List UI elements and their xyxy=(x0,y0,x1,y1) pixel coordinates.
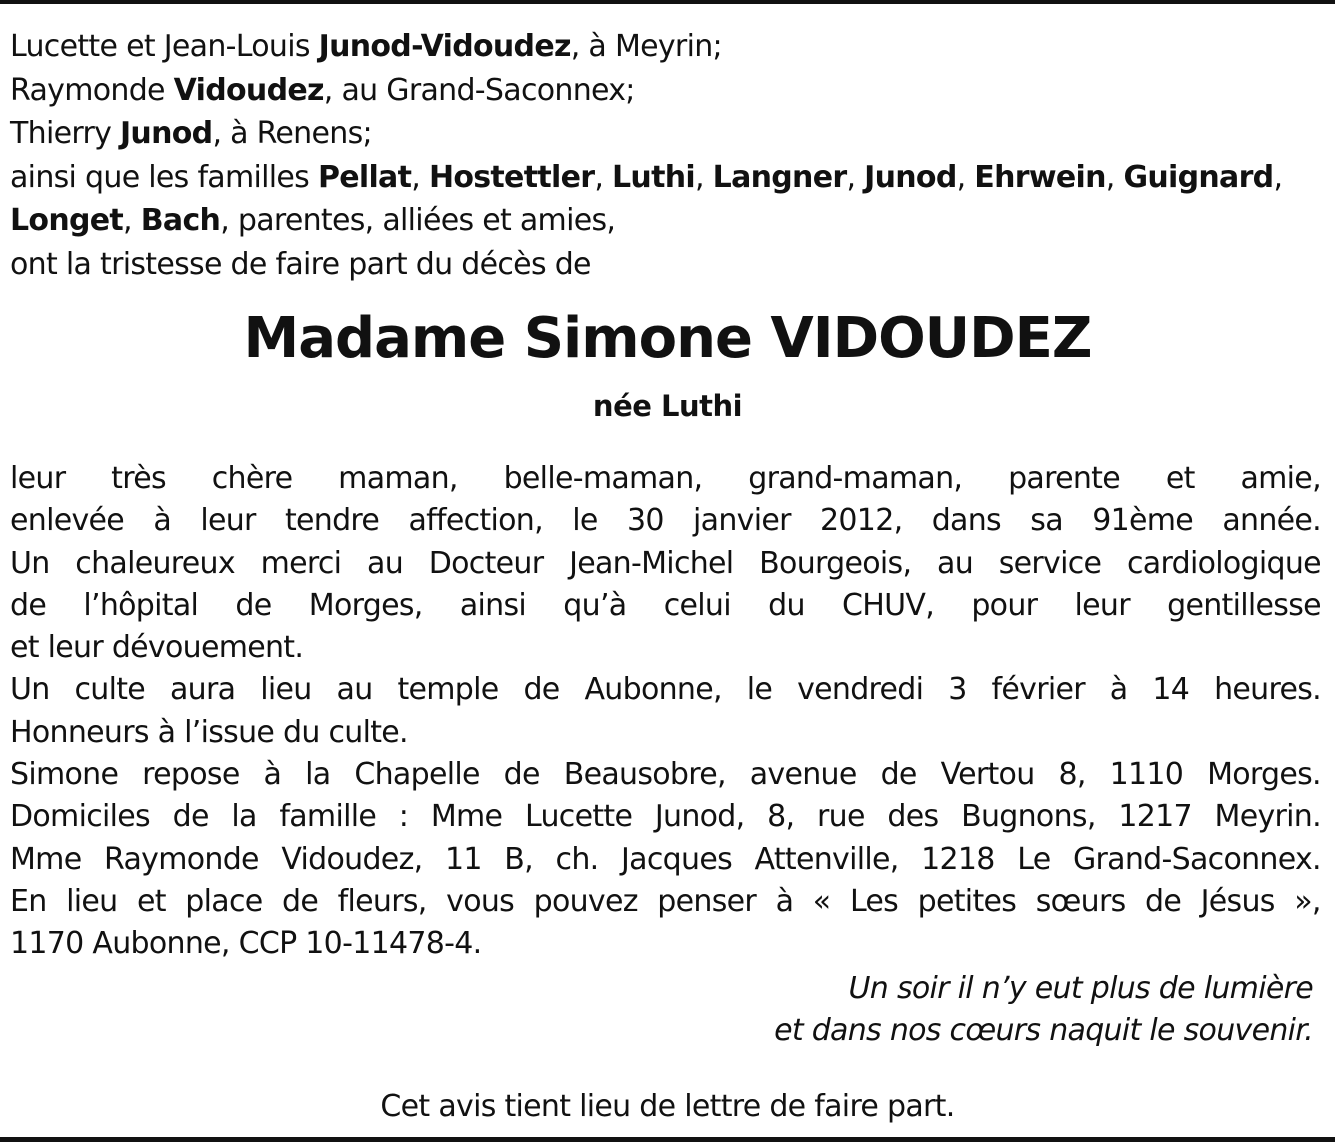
body-line: Honneurs à l’issue du culte. xyxy=(10,714,408,750)
family-list xyxy=(10,25,1325,286)
word: de xyxy=(880,757,917,793)
word: leur xyxy=(10,461,66,496)
family-line-4 xyxy=(10,156,1325,200)
word: Grand-Saconnex. xyxy=(1073,841,1321,877)
epitaph-line-1: Un soir il n’y eut plus de lumière xyxy=(848,971,1313,1006)
family-name: Junod-Vidoudez xyxy=(318,29,571,64)
word: Chapelle xyxy=(354,757,480,793)
word: culte xyxy=(74,672,146,708)
top-rule xyxy=(0,0,1335,4)
word: année. xyxy=(1222,503,1321,539)
family-name: Guignard xyxy=(1123,159,1274,195)
word: de xyxy=(503,757,540,793)
word: petites xyxy=(917,883,1017,919)
word: au xyxy=(367,545,404,581)
word: le xyxy=(572,503,598,539)
word: des xyxy=(887,799,939,835)
word: dans xyxy=(931,503,1001,539)
word: 1217 xyxy=(1118,799,1192,835)
word: très xyxy=(111,461,166,496)
word: B, xyxy=(504,841,534,877)
family-line-6: ont la tristesse de faire part du décès de xyxy=(10,246,591,282)
word: Jacques xyxy=(621,841,733,877)
separator: , xyxy=(956,159,975,195)
epitaph xyxy=(774,968,1313,1052)
word: ch. xyxy=(555,841,599,877)
word: de xyxy=(282,883,319,919)
word: service xyxy=(998,545,1102,581)
maiden-name: née Luthi xyxy=(592,389,743,423)
notice-body xyxy=(10,458,1321,966)
separator: , xyxy=(123,203,141,238)
word: la xyxy=(231,799,257,835)
family-name: Vidoudez xyxy=(173,72,324,108)
word: qu’à xyxy=(563,587,627,623)
body-line xyxy=(10,754,1321,796)
word: Morges. xyxy=(1207,757,1321,793)
body-line xyxy=(10,839,1321,881)
word: de xyxy=(10,587,47,623)
word: Junod, xyxy=(654,799,745,835)
word: lieu xyxy=(260,672,312,708)
word: février xyxy=(991,672,1085,708)
separator: , xyxy=(694,159,713,195)
text: ainsi que les familles xyxy=(10,159,318,195)
word: ainsi xyxy=(459,587,527,623)
word: à xyxy=(775,883,794,919)
separator: , xyxy=(846,159,865,195)
word: penser xyxy=(657,883,757,919)
word: leur xyxy=(200,503,256,539)
word: temple xyxy=(397,672,499,708)
text: , parentes, alliées et amies, xyxy=(220,203,616,238)
word: Docteur xyxy=(428,545,544,581)
footer-note: Cet avis tient lieu de lettre de faire part. xyxy=(380,1089,955,1124)
deceased-name: Madame Simone VIDOUDEZ xyxy=(243,306,1092,371)
word: Jésus xyxy=(1200,883,1275,919)
separator: , xyxy=(1105,159,1124,195)
word: 14 xyxy=(1152,672,1190,708)
word: avenue xyxy=(749,757,857,793)
body-line xyxy=(10,500,1321,542)
word: fleurs, xyxy=(337,883,427,919)
word: famille xyxy=(279,799,377,835)
word: pouvez xyxy=(533,883,638,919)
word: Mme xyxy=(10,841,82,877)
word: Mme xyxy=(430,799,503,835)
text: , à Renens; xyxy=(212,116,372,151)
text: , à Meyrin; xyxy=(570,29,722,64)
word: de xyxy=(523,672,560,708)
word: grand-maman, xyxy=(748,461,963,496)
word: Raymonde xyxy=(104,841,259,877)
epitaph-line-2: et dans nos cœurs naquit le souvenir. xyxy=(774,1013,1313,1048)
word: Jean-Michel xyxy=(569,545,734,581)
word: lieu xyxy=(66,883,118,919)
word: affection, xyxy=(408,503,543,539)
word: place xyxy=(185,883,263,919)
word: 3 xyxy=(948,672,967,708)
word: Le xyxy=(1017,841,1051,877)
body-line xyxy=(10,881,1321,923)
word: et xyxy=(1165,461,1195,496)
word: du xyxy=(768,587,805,623)
word: Aubonne, xyxy=(584,672,722,708)
word: au xyxy=(336,672,373,708)
body-line: et leur dévouement. xyxy=(10,630,304,666)
word: 8, xyxy=(1058,757,1086,793)
word: 30 xyxy=(626,503,664,539)
word: et xyxy=(136,883,166,919)
word: Morges, xyxy=(308,587,423,623)
word: Vertou xyxy=(940,757,1035,793)
family-name: Luthi xyxy=(612,159,695,195)
body-line xyxy=(10,669,1321,711)
word: Simone xyxy=(10,757,119,793)
word: Vidoudez, xyxy=(281,841,423,877)
word: gentillesse xyxy=(1167,587,1321,623)
word: heures. xyxy=(1214,672,1321,708)
word: de xyxy=(1145,883,1182,919)
word: à xyxy=(263,757,282,793)
text: , au Grand-Saconnex; xyxy=(323,72,635,108)
word: la xyxy=(305,757,331,793)
family-name: Junod xyxy=(864,159,957,195)
word: de xyxy=(235,587,272,623)
word: 1110 xyxy=(1109,757,1184,793)
word: », xyxy=(1294,883,1321,919)
word: sa xyxy=(1030,503,1063,539)
word: tendre xyxy=(284,503,380,539)
family-name: Bach xyxy=(140,203,221,238)
word: vous xyxy=(446,883,515,919)
family-line-3 xyxy=(10,112,1325,156)
word: l’hôpital xyxy=(83,587,199,623)
word: cardiologique xyxy=(1127,545,1321,581)
separator: , xyxy=(594,159,612,195)
word: celui xyxy=(663,587,731,623)
text: Thierry xyxy=(10,116,120,151)
word: 1218 xyxy=(921,841,995,877)
family-line-2 xyxy=(10,69,1325,113)
word: Les xyxy=(849,883,899,919)
word: leur xyxy=(1074,587,1130,623)
word: maman, xyxy=(338,461,458,496)
word: janvier xyxy=(693,503,791,539)
word: 11 xyxy=(444,841,482,877)
word: amie, xyxy=(1240,461,1321,496)
word: au xyxy=(937,545,974,581)
bottom-rule xyxy=(0,1137,1335,1142)
word: 2012, xyxy=(820,503,903,539)
word: merci xyxy=(260,545,342,581)
word: le xyxy=(746,672,773,708)
family-name: Langner xyxy=(712,159,847,195)
word: Un xyxy=(10,672,50,708)
word: Lucette xyxy=(524,799,633,835)
text: Raymonde xyxy=(10,72,174,108)
body-line xyxy=(10,585,1321,627)
word: : xyxy=(398,799,409,835)
word: vendredi xyxy=(797,672,924,708)
word: Beausobre, xyxy=(563,757,726,793)
word: chère xyxy=(211,461,293,496)
family-name: Junod xyxy=(119,116,213,151)
word: à xyxy=(1109,672,1128,708)
word: Un xyxy=(10,545,50,581)
word: sœurs xyxy=(1035,883,1126,919)
word: En xyxy=(10,883,47,919)
body-line xyxy=(10,458,1321,500)
word: « xyxy=(812,883,831,919)
body-line xyxy=(10,796,1321,838)
word: pour xyxy=(971,587,1038,623)
word: belle-maman, xyxy=(503,461,703,496)
word: 8, xyxy=(767,799,795,835)
word: repose xyxy=(142,757,240,793)
family-name: Hostettler xyxy=(428,159,595,195)
body-line xyxy=(10,543,1321,585)
word: à xyxy=(153,503,172,539)
family-name: Longet xyxy=(10,203,124,238)
word: Meyrin. xyxy=(1214,799,1321,835)
word: chaleureux xyxy=(75,545,235,581)
word: aura xyxy=(170,672,236,708)
word: parente xyxy=(1008,461,1120,496)
separator: , xyxy=(1273,159,1283,195)
family-name: Pellat xyxy=(317,159,412,195)
word: rue xyxy=(817,799,865,835)
word: de xyxy=(172,799,209,835)
family-line-5 xyxy=(10,199,1325,243)
word: Attenville, xyxy=(754,841,899,877)
family-line-1 xyxy=(10,25,1325,69)
family-name: Ehrwein xyxy=(974,159,1106,195)
word: enlevée xyxy=(10,503,125,539)
word: Domiciles xyxy=(10,799,150,835)
word: Bourgeois, xyxy=(759,545,912,581)
separator: , xyxy=(411,159,429,195)
word: CHUV, xyxy=(842,587,935,623)
body-line: 1170 Aubonne, CCP 10-11478-4. xyxy=(10,926,482,962)
text: Lucette et Jean-Louis xyxy=(10,29,319,64)
word: Bugnons, xyxy=(961,799,1096,835)
word: 91ème xyxy=(1092,503,1194,539)
